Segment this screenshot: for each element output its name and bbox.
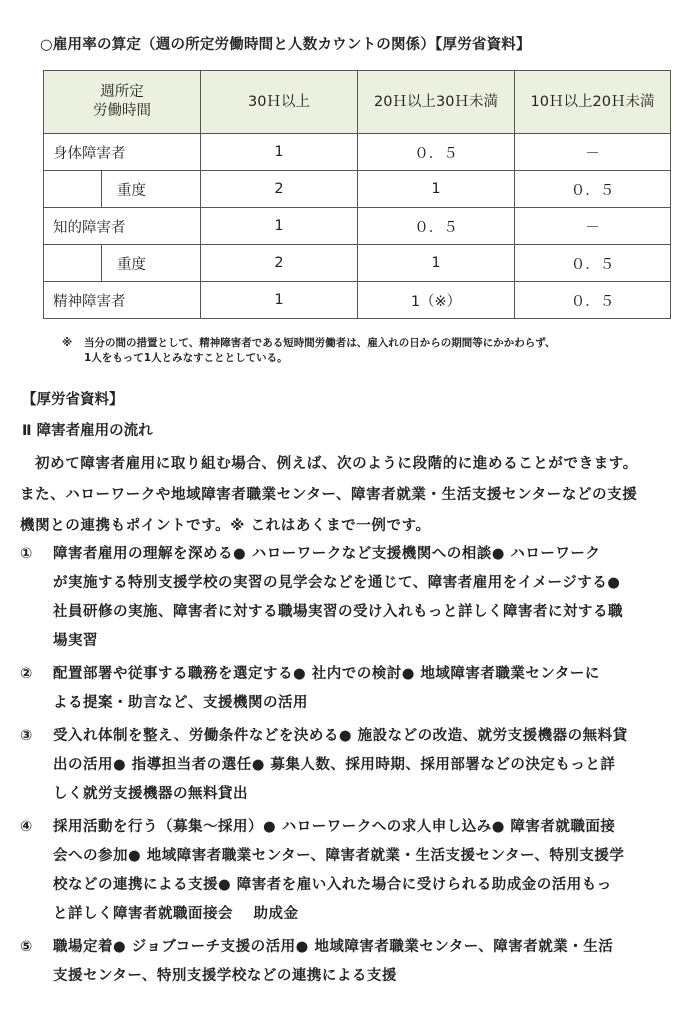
footnote-line: 1人をもって1人とみなすこととしている。 <box>84 352 288 364</box>
table-cell: ０．５ <box>358 208 515 245</box>
intro-paragraph <box>20 449 670 542</box>
list-item <box>20 540 670 656</box>
table-cell: － <box>515 208 671 245</box>
step-line: 場実習 <box>53 633 98 649</box>
table-cell: ０．５ <box>515 282 671 319</box>
step-line: 障害者雇用の理解を深める● ハローワークなど支援機関への相談● ハローワーク <box>53 546 601 562</box>
step-line: 職場定着● ジョブコーチ支援の活用● 地域障害者職業センター、障害者就業・生活 <box>53 939 614 955</box>
table-row <box>44 171 671 208</box>
row-label: 知的障害者 <box>44 208 201 245</box>
table-cell: 1 <box>201 134 358 171</box>
list-item <box>20 933 670 991</box>
table-cell: － <box>515 134 671 171</box>
step-line: 社員研修の実施、障害者に対する職場実習の受け入れもっと詳しく障害者に対する職 <box>53 604 623 620</box>
table-header-row <box>44 71 671 134</box>
row-label: 身体障害者 <box>44 134 201 171</box>
step-line: 採用活動を行う（募集～採用）● ハローワークへの求人申し込み● 障害者就職面接 <box>53 819 616 835</box>
list-item <box>20 722 670 809</box>
page-title: ○雇用率の算定（週の所定労働時間と人数カウントの関係）【厚労省資料】 <box>40 37 531 53</box>
table-cell: 2 <box>201 171 358 208</box>
step-line: しく就労支援機器の無料貸出 <box>53 786 248 802</box>
section-label: 【厚労省資料】 <box>22 392 124 408</box>
row-label: 重度 <box>102 245 201 282</box>
step-line: 出の活用● 指導担当者の選任● 募集人数、採用時期、採用部署などの決定もっと詳 <box>53 757 616 773</box>
list-item <box>20 813 670 929</box>
intro-line: 機関との連携もポイントです。※ これはあくまで一例です。 <box>20 518 431 534</box>
table-row <box>44 282 671 319</box>
table-cell: ０．５ <box>358 134 515 171</box>
table-cell: 1（※） <box>358 282 515 319</box>
step-line: 会への参加● 地域障害者職業センター、障害者就業・生活支援センター、特別支援学 <box>53 848 625 864</box>
intro-line: 初めて障害者雇用に取り組む場合、例えば、次のように段階的に進めることができます。 <box>35 456 638 472</box>
table-row <box>44 245 671 282</box>
step-line: 校などの連携による支援● 障害者を雇い入れた場合に受けられる助成金の活用もっ <box>53 877 612 893</box>
step-line: よる提案・助言など、支援機関の活用 <box>53 695 308 711</box>
intro-line: また、ハローワークや地域障害者職業センター、障害者就業・生活支援センターなどの支援 <box>20 487 638 503</box>
table-cell: ０．５ <box>515 171 671 208</box>
table-cell: ０．５ <box>515 245 671 282</box>
indent-cell <box>44 171 102 208</box>
table-cell: 1 <box>201 208 358 245</box>
step-number: ② <box>20 666 33 682</box>
table-cell: 1 <box>201 282 358 319</box>
step-line: 配置部署や従事する職務を選定する● 社内での検討● 地域障害者職業センターに <box>53 666 600 682</box>
header-30h-or-more: 30Ｈ以上 <box>201 71 358 134</box>
table-cell: 1 <box>358 171 515 208</box>
step-number: ③ <box>20 728 33 744</box>
step-line: が実施する特別支援学校の実習の見学会などを通じて、障害者雇用をイメージする● <box>53 575 621 591</box>
header-20h-to-30h: 20Ｈ以上30Ｈ未満 <box>358 71 515 134</box>
step-number: ① <box>20 546 33 562</box>
list-item <box>20 660 670 718</box>
step-number: ④ <box>20 819 33 835</box>
employment-rate-table <box>43 70 671 319</box>
table-row <box>44 134 671 171</box>
row-label: 精神障害者 <box>44 282 201 319</box>
indent-cell <box>44 245 102 282</box>
footnote-line: 当分の間の措置として、精神障害者である短時間労働者は、雇入れの日からの期間等にかかわらず、 <box>84 337 556 349</box>
step-line: 受入れ体制を整え、労働条件などを決める● 施設などの改造、就労支援機器の無料貸 <box>53 728 628 744</box>
table-row <box>44 208 671 245</box>
step-line: 支援センター、特別支援学校などの連携による支援 <box>53 968 397 984</box>
header-10h-to-20h: 10Ｈ以上20Ｈ未満 <box>515 71 671 134</box>
section-heading: Ⅱ 障害者雇用の流れ <box>22 423 153 439</box>
table-cell: 2 <box>201 245 358 282</box>
row-label: 重度 <box>102 171 201 208</box>
footnote-mark: ※ <box>62 337 73 349</box>
step-number: ⑤ <box>20 939 33 955</box>
table-cell: 1 <box>358 245 515 282</box>
step-line: と詳しく障害者就職面接会 助成金 <box>53 906 299 922</box>
table-footnote <box>62 336 662 366</box>
step-list <box>20 540 670 995</box>
header-row-label: 週所定 労働時間 <box>44 71 201 134</box>
